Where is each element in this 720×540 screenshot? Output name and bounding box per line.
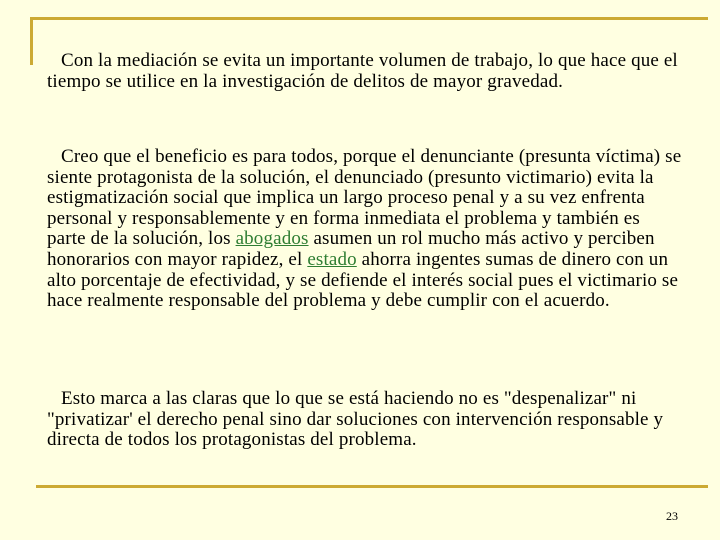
paragraph-1 (47, 51, 683, 92)
page-number: 23 (666, 509, 678, 523)
paragraph-3 (47, 389, 683, 451)
paragraph-2-text (47, 147, 683, 312)
abogados-link[interactable]: abogados (235, 228, 309, 250)
paragraph-2 (47, 147, 683, 312)
estado-link[interactable]: estado (307, 248, 357, 270)
frame-top-line (30, 17, 708, 20)
frame-bottom-line (36, 485, 708, 488)
paragraph-2-part-3: ahorra ingentes sumas de dinero con un alto porcentaje de efectividad, y se defiende el interés social pues el victimario se hace realmente responsable del problema y debe cumplir con el acuerdo. (47, 248, 679, 312)
paragraph-2-part-2: asumen un rol mucho más activo y perciben honorarios con mayor rapidez, el (47, 228, 655, 270)
paragraph-3-text: Esto marca a las claras que lo que se está haciendo no es "despenalizar" ni "privatizar' el derecho penal sino dar soluciones con intervención responsable y directa de todos los protagonistas del problema. (47, 388, 664, 451)
paragraph-1-text: Con la mediación se evita un importante volumen de trabajo, lo que hace que el tiempo se utilice en la investigación de delitos de mayor gravedad. (47, 50, 678, 92)
paragraph-2-part-1: Creo que el beneficio es para todos, porque el denunciante (presunta víctima) se siente protagonista de la solución, el denunciado (presunto victimario) evita la estigmatización social que implica un largo proceso penal y a su vez enfrenta personal y responsablemente y en forma inmediata el problema y también es parte de la solución, los (47, 146, 682, 250)
frame-left-line (30, 17, 33, 65)
